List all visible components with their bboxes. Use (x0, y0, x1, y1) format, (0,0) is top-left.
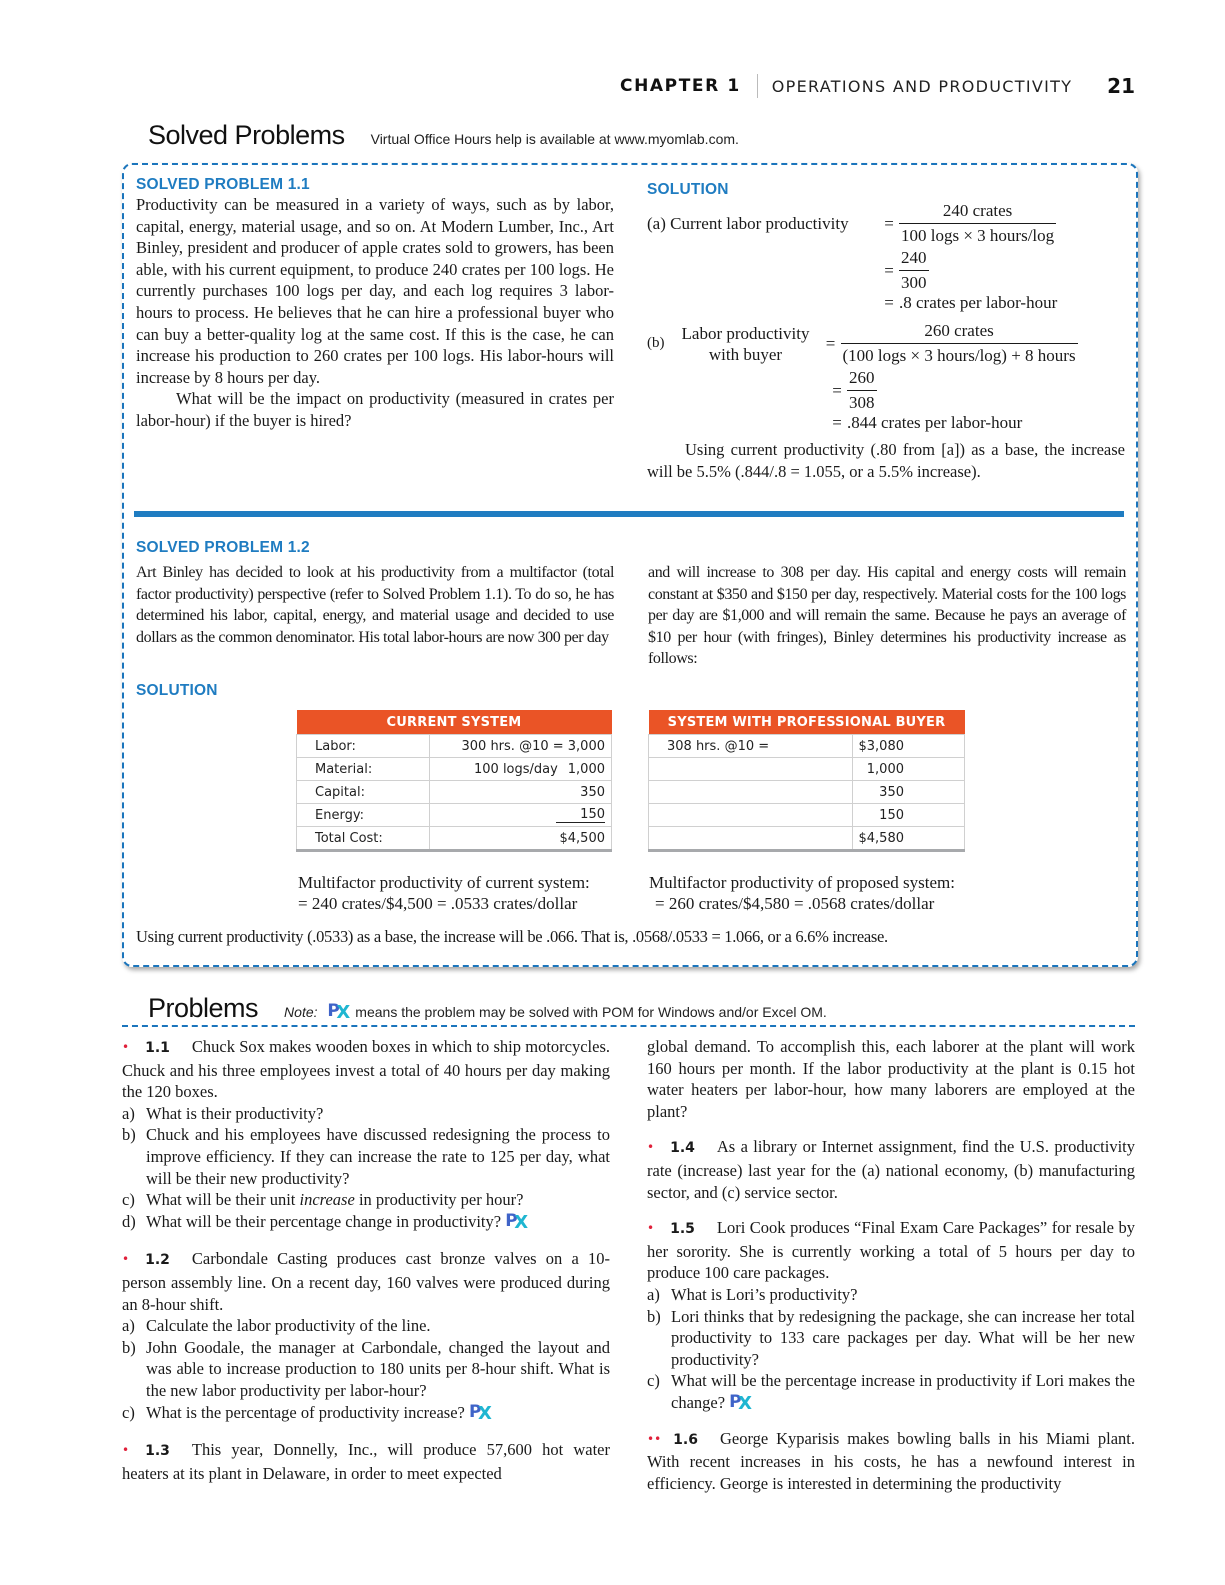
mfp-label: Multifactor productivity of proposed system: (649, 873, 955, 892)
problem-text: As a library or Internet assignment, find the U.S. productivity rate (increase) last year for the (a) national economy, (b) manufacturing sector, and (c) service sector. (647, 1137, 1135, 1202)
part-text: John Goodale, the manager at Carbondale, changed the layout and was able to increase production to 180 units per 8-hour shift. What is the new labor productivity per labor-hour? (146, 1337, 610, 1400)
solved-problem-1-2 (136, 539, 1126, 670)
table-row (649, 781, 965, 804)
numerator: 240 (901, 248, 927, 267)
problem-text: Lori Cook produces “Final Exam Care Packages” for resale by her sorority. She is currently working a total of 5 hours per day to produce 100 care packages. (647, 1218, 1135, 1283)
equation-label: (a) Current labor productivity (647, 213, 849, 233)
chapter-title: OPERATIONS AND PRODUCTIVITY (771, 76, 1073, 96)
denominator: 300 (899, 270, 929, 293)
note-label: Note: (284, 1004, 318, 1020)
row-detail (649, 804, 853, 827)
part-label: a) (122, 1103, 135, 1123)
row-detail: 308 hrs. @10 = (649, 735, 853, 758)
problem-text: global demand. To accomplish this, each laborer at the plant will work 160 hours per month. If the labor productivity at the plant is 0.15 hot water heaters per labor-hour, how many laborers are employed at the plant? (647, 1037, 1135, 1121)
px-software-icon: P X (505, 1210, 529, 1233)
part-label: b) (647, 1306, 661, 1326)
solved-problem-heading: SOLVED PROBLEM 1.2 (136, 539, 310, 556)
problem-1-2 (122, 1248, 610, 1423)
px-software-icon: P X (729, 1391, 753, 1414)
problem-part (122, 1211, 610, 1233)
table-row (649, 804, 965, 827)
numerator: 260 (849, 368, 875, 387)
mfp-formula: = 260 crates/$4,580 = .0568 crates/dollar (655, 894, 935, 913)
equals-sign: = (884, 293, 894, 312)
solution-heading: SOLUTION (647, 181, 729, 198)
mfp-label: Multifactor productivity of current system: (298, 873, 590, 892)
numerator: 240 crates (942, 201, 1013, 220)
page-number: 21 (1107, 74, 1135, 98)
solved-problems-box (122, 163, 1138, 967)
denominator: 308 (847, 390, 877, 413)
row-detail (649, 758, 853, 781)
table-row (297, 827, 612, 851)
equation-a-line-2 (647, 248, 1125, 293)
part-label: d) (122, 1211, 136, 1231)
difficulty-dot-icon: • (122, 1252, 130, 1267)
fraction (841, 321, 1078, 366)
part-text: Lori thinks that by redesigning the package, she can increase her total productivity to 133 care packages per day. What will be her new productivity? (671, 1306, 1135, 1369)
running-header (620, 72, 1135, 100)
row-label: Energy: (297, 804, 430, 827)
header-divider (757, 74, 758, 98)
problem-1-6 (647, 1428, 1135, 1495)
px-software-icon: P X (468, 1401, 492, 1424)
two-column-text (136, 562, 1126, 670)
section-title: Problems (148, 993, 259, 1023)
equals-sign: = (832, 380, 842, 400)
row-amount: $4,500 (430, 827, 612, 851)
solved-problem-heading: SOLVED PROBLEM 1.1 (136, 176, 310, 193)
mfp-formula: = 240 crates/$4,500 = .0533 crates/dollar (298, 894, 578, 913)
fraction (847, 368, 877, 413)
row-detail (649, 827, 853, 851)
row-amount: 150 (852, 804, 965, 827)
part-label: c) (647, 1371, 660, 1391)
difficulty-dot-icon: • (122, 1443, 130, 1458)
problem-1-5 (647, 1217, 1135, 1413)
problem-lead (122, 1439, 610, 1484)
problem-part (122, 1103, 610, 1125)
denominator: 100 logs × 3 hours/log (899, 223, 1056, 246)
row-label: Total Cost: (297, 827, 430, 851)
table-row (649, 758, 965, 781)
solution-heading: SOLUTION (136, 682, 218, 699)
problem-text: This year, Donnelly, Inc., will produce 57,600 hot water heaters at its plant in Delaware, in order to meet expected (122, 1440, 610, 1483)
px-software-icon: P X (327, 1001, 351, 1023)
problem-text: Chuck Sox makes wooden boxes in which to ship motorcycles. Chuck and his three employees invest a total of 40 hours per day making the 120 boxes. (122, 1037, 610, 1102)
part-label: c) (122, 1190, 135, 1210)
conclusion-text: Using current productivity (.80 from [a]) as a base, the increase will be 5.5% (.844/.8 = 1.055, or a 5.5% increase). (647, 440, 1125, 481)
problem-part (122, 1124, 610, 1189)
solution-1-1 (647, 181, 1125, 483)
problem-number: 1.4 (670, 1140, 695, 1157)
text-column-right: and will increase to 308 per day. His capital and energy costs will remain constant at $350 and $150 per day, respectively. Material costs for the 100 logs per day are $1,000 and will remain the same. Because he pays an average of $10 per hour (with fringes), Binley determines his productivity increase as follows: (648, 564, 1126, 667)
part-label: b) (122, 1125, 136, 1145)
buyer-system-table (648, 710, 965, 852)
part-marker: (b) (647, 335, 665, 351)
problems-column-right (647, 1036, 1135, 1504)
numerator: 260 crates (924, 321, 994, 340)
part-label: c) (122, 1402, 135, 1422)
problems-heading (148, 993, 827, 1024)
row-label: Labor: (297, 735, 430, 758)
difficulty-dot-icon: • (647, 1140, 655, 1155)
part-label: a) (647, 1284, 660, 1304)
part-label: a) (122, 1316, 135, 1336)
problem-question: What will be the impact on productivity (measured in crates per labor-hour) if the buyer is hired? (136, 389, 614, 430)
part-text: What will be the percentage increase in productivity if Lori makes the change? P X (671, 1371, 1135, 1414)
difficulty-dot-icon: • (647, 1221, 655, 1236)
equation-result: .844 crates per labor-hour (847, 413, 1023, 432)
part-text: What will be their unit increase in productivity per hour? (146, 1190, 524, 1210)
problem-text: George Kyparisis makes bowling balls in his Miami plant. With recent increases in his costs, he has a newfound interest in efficiency. George is interested in determining the productivity (647, 1428, 1135, 1493)
problem-number: 1.5 (670, 1221, 695, 1238)
row-value (430, 758, 612, 781)
fraction (899, 248, 929, 293)
table-row (297, 758, 612, 781)
problem-lead (122, 1248, 610, 1315)
solution-conclusion: Using current productivity (.0533) as a base, the increase will be .066. That is, .0568/.0533 = 1.066, or a 6.6% increase. (136, 927, 888, 946)
problem-part (122, 1189, 610, 1211)
row-amount: $3,080 (852, 735, 965, 758)
problem-number: 1.2 (145, 1252, 170, 1269)
problem-number: 1.1 (145, 1040, 170, 1056)
problem-lead (122, 1036, 610, 1103)
problem-text: Carbondale Casting produces cast bronze valves on a 10-person assembly line. On a recent day, 160 valves were produced during an 8-hour shift. (122, 1249, 610, 1314)
part-label: b) (122, 1337, 136, 1357)
table-row (297, 781, 612, 804)
solution-conclusion (647, 439, 1125, 483)
row-detail: 300 hrs. @10 = (461, 738, 564, 754)
problem-number: 1.6 (673, 1431, 698, 1448)
mfp-proposed (649, 872, 955, 914)
section-note: Virtual Office Hours help is available at www.myomlab.com. (370, 131, 739, 147)
row-detail: 100 logs/day (474, 761, 558, 777)
note-text: means the problem may be solved with POM for Windows and/or Excel OM. (355, 1004, 827, 1020)
row-amount: 1,000 (567, 761, 605, 777)
solved-problems-heading (148, 120, 739, 151)
problem-lead (647, 1217, 1135, 1284)
problem-part (122, 1315, 610, 1337)
section-note (284, 1001, 827, 1023)
mfp-current (298, 872, 590, 914)
text-column-left: Art Binley has decided to look at his productivity from a multifactor (total factor productivity) perspective (refer to Solved Problem 1.1). To do so, he has determined his labor, capital, energy, and material usage and decided to use dollars as the common denominator. His total labor-hours are now 300 per day (136, 564, 614, 646)
problem-1-3-continued (647, 1036, 1135, 1122)
problem-1-1 (122, 1036, 610, 1232)
row-label: Capital: (297, 781, 430, 804)
table-header: CURRENT SYSTEM (297, 710, 612, 735)
table-row (649, 827, 965, 851)
row-amount: 1,000 (852, 758, 965, 781)
section-divider (134, 511, 1124, 517)
problem-number: 1.3 (145, 1443, 170, 1460)
equals-sign: = (825, 333, 836, 353)
row-value (430, 735, 612, 758)
difficulty-dot-icon: • (122, 1040, 130, 1054)
problems-divider (122, 1025, 1135, 1027)
row-amount: 350 (430, 781, 612, 804)
section-title: Solved Problems (148, 120, 345, 150)
table-row (649, 735, 965, 758)
row-detail (649, 781, 853, 804)
solved-problem-1-1 (136, 176, 614, 432)
label-line: Labor productivity (681, 323, 810, 343)
problem-part (647, 1306, 1135, 1371)
part-text: What will be their percentage change in productivity? P X (146, 1210, 529, 1233)
part-text: What is the percentage of productivity increase? P X (146, 1401, 492, 1424)
equals-sign: = (884, 260, 894, 280)
row-amount: 150 (556, 807, 605, 823)
problem-part (122, 1402, 610, 1424)
equation-b-line-1 (647, 321, 1125, 366)
current-system-table (296, 710, 612, 852)
problem-part (647, 1284, 1135, 1306)
row-amount: $4,580 (852, 827, 965, 851)
denominator: (100 logs × 3 hours/log) + 8 hours (841, 343, 1078, 366)
equation-a-line-1 (647, 201, 1125, 246)
problems-column-left (122, 1036, 610, 1494)
part-text: Chuck and his employees have discussed redesigning the process to improve efficiency. If they can increase the rate to 125 per day, what will be their new productivity? (146, 1125, 610, 1188)
row-amount: 350 (852, 781, 965, 804)
problem-statement: Productivity can be measured in a variety of ways, such as by labor, capital, energy, material usage, and so on. At Modern Lumber, Inc., Art Binley, president and producer of apple crates sold to growers, has been able, with his current equipment, to produce 240 crates per 100 logs. He currently purchases 100 logs per day, and each log requires 3 labor-hours to process. He believes that he can hire a professional buyer who can buy a better-quality log at the same cost. If this is the case, he can increase his production to 260 crates per 100 logs. His labor-hours will increase by 8 hours per day. (136, 195, 614, 387)
equation-a-line-3 (647, 293, 1125, 313)
problem-lead (647, 1136, 1135, 1203)
table-row (297, 735, 612, 758)
chapter-label: CHAPTER 1 (620, 76, 741, 96)
fraction (899, 201, 1056, 246)
table-row (297, 804, 612, 827)
problem-part (647, 1370, 1135, 1413)
equals-sign: = (884, 213, 894, 233)
problem-part (122, 1337, 610, 1402)
label-line: with buyer (708, 344, 783, 364)
part-text: What is Lori’s productivity? (671, 1284, 858, 1304)
difficulty-dot-icon: •• (647, 1431, 662, 1446)
equation-result: .8 crates per labor-hour (899, 293, 1058, 312)
part-text: What is their productivity? (146, 1103, 324, 1123)
part-text: Calculate the labor productivity of the line. (146, 1316, 431, 1336)
problem-1-3 (122, 1439, 610, 1484)
row-label: Material: (297, 758, 430, 781)
row-amount: 3,000 (567, 738, 605, 754)
table-header: SYSTEM WITH PROFESSIONAL BUYER (649, 710, 965, 735)
problem-lead (647, 1428, 1135, 1495)
equation-b-line-2 (647, 368, 1125, 413)
problem-1-4 (647, 1136, 1135, 1203)
equation-b-line-3 (647, 413, 1125, 433)
equation-label (671, 323, 821, 365)
row-value (430, 804, 612, 827)
equals-sign: = (832, 413, 842, 432)
